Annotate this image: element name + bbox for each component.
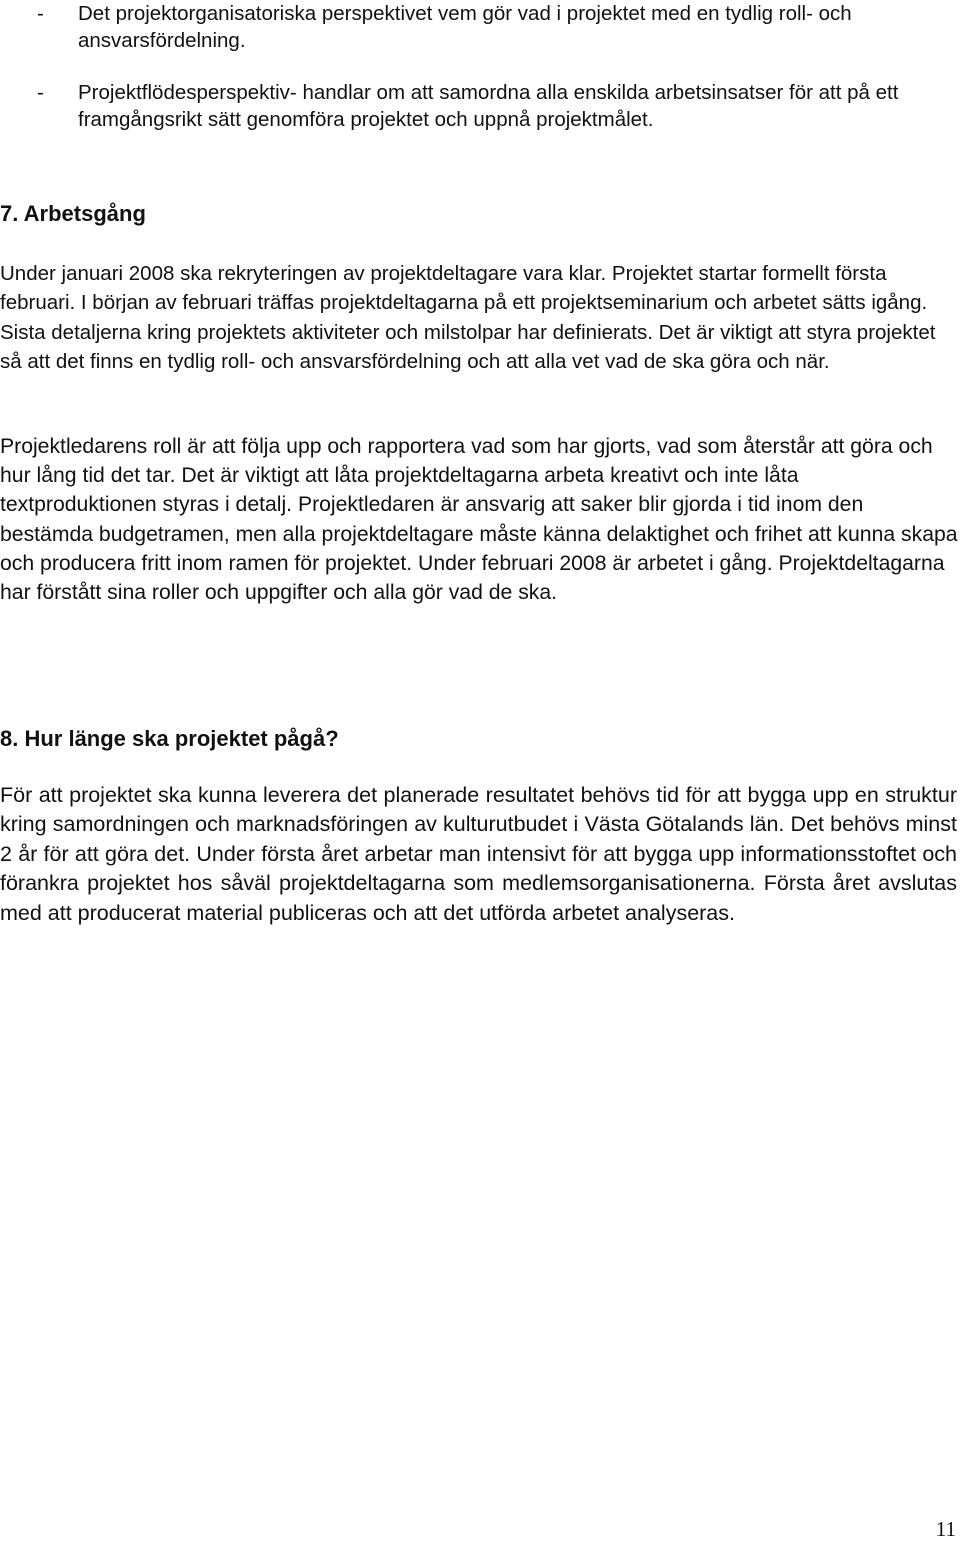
bullet-text: Projektflödesperspektiv- handlar om att samordna alla enskilda arbetsinsatser för att på ett framgångsrikt sätt genomföra projektet och uppnå projektmålet. [78,81,899,131]
page-number: 11 [935,1517,956,1541]
bullet-dash: - [37,2,44,25]
paragraph: För att projektet ska kunna leverera det planerade resultatet behövs tid för att bygga upp en struktur kring samordningen och marknadsföringen av kulturutbudet i Västa Götalands län. Det behövs minst 2 år för att göra det. Under första året arbetar man intensivt för att bygga upp informationsstoftet och förankra projektet hos såväl projektdeltagarna som medlemsorganisationerna. Första året avslutas med att producerat material publiceras och att det utförda arbetet analyseras. [0,783,957,925]
section-heading-duration: 8. Hur länge ska projektet pågå? [0,726,339,751]
section-heading-arbetsgang: 7. Arbetsgång [0,201,146,226]
list-item [0,0,960,54]
paragraph: Projektledarens roll är att följa upp och rapportera vad som har gjorts, vad som återstår att göra och hur lång tid det tar. Det är viktigt att låta projektdeltagarna arbeta kreativt och inte låta textproduktionen styras i detalj. Projektledaren är ansvarig att saker blir gjorda i tid inom den bestämda budgetramen, men alla projektdeltagare måste känna delaktighet och frihet att kunna skapa och producera fritt inom ramen för projektet. Under februari 2008 är arbetet i gång. Projektdeltagarna har förstått sina roller och uppgifter och alla gör vad de ska. [0,435,958,605]
bullet-dash: - [37,81,44,104]
bullet-list [0,0,960,133]
bullet-text: Det projektorganisatoriska perspektivet vem gör vad i projektet med en tydlig roll- och ansvarsfördelning. [78,2,852,52]
list-item [0,79,960,133]
paragraph: Under januari 2008 ska rekryteringen av projektdeltagare vara klar. Projektet startar formellt första februari. I början av februari träffas projektdeltagarna på ett projektseminarium och arbetet sätts igång. Sista detaljerna kring projektets aktiviteter och milstolpar har definierats. Det är viktigt att styra projektet så att det finns en tydlig roll- och ansvarsfördelning och att alla vet vad de ska göra och när. [0,262,936,373]
